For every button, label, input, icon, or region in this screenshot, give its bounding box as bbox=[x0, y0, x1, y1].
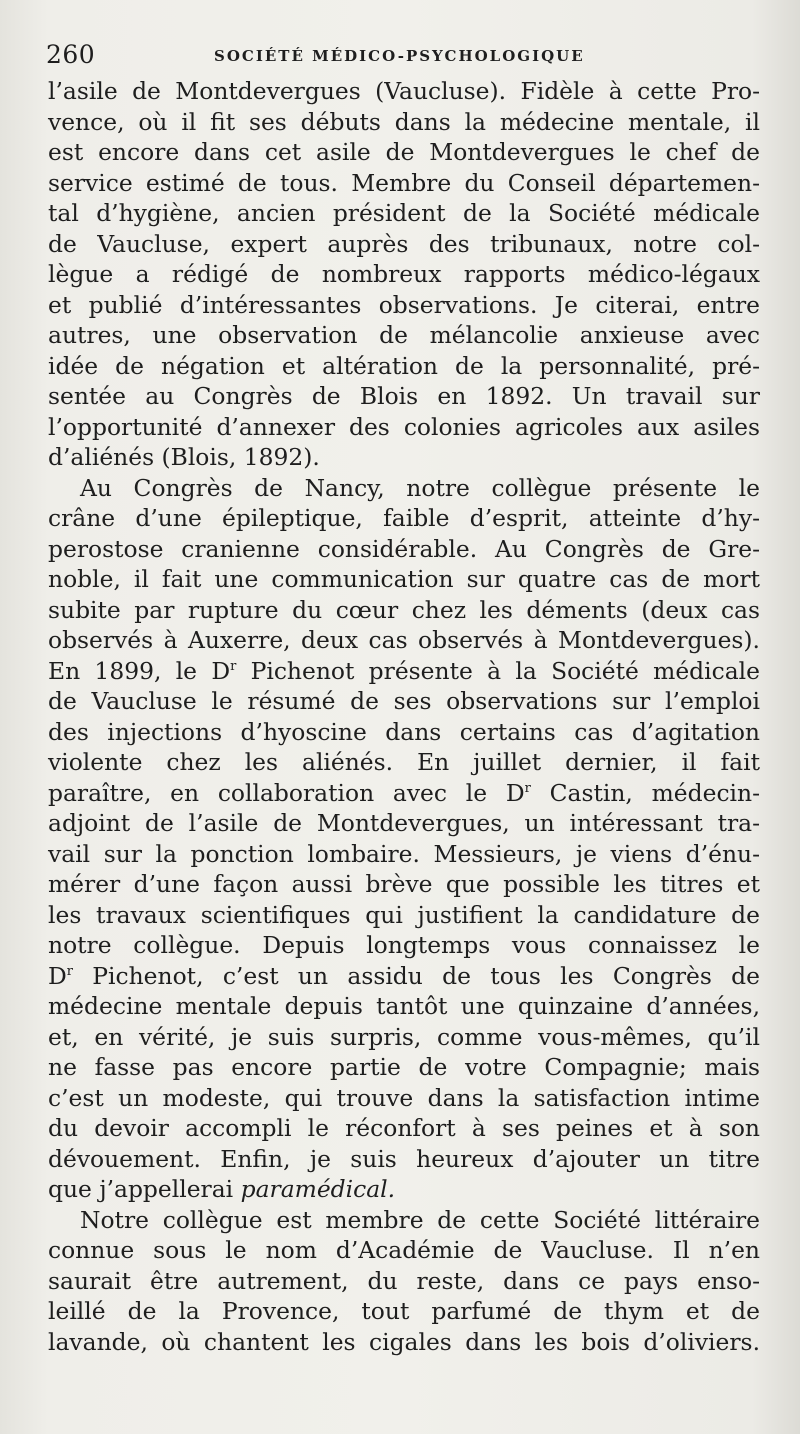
text-line bbox=[48, 961, 760, 992]
text-line: lavande, où chantent les cigales dans les bois d’oliviers. bbox=[48, 1327, 760, 1356]
text-line: idée de négation et altération de la personnalité, pré- bbox=[48, 351, 760, 380]
text-run: D bbox=[48, 961, 67, 990]
text-run: paraître, en collaboration avec le D bbox=[48, 778, 525, 807]
text-run: Pichenot présente à la Société médicale bbox=[236, 656, 760, 685]
text-line: connue sous le nom d’Académie de Vaucluse. Il n’en bbox=[48, 1236, 760, 1264]
text-line: du devoir accompli le réconfort à ses peines et à son bbox=[48, 1114, 760, 1142]
text-line: d’aliénés (Blois, 1892). bbox=[48, 443, 320, 471]
text-line: de Vaucluse, expert auprès des tribunaux, notre col- bbox=[48, 229, 760, 258]
text-line: service estimé de tous. Membre du Conseil départemen- bbox=[48, 168, 760, 197]
text-line: perostose cranienne considérable. Au Congrès de Gre- bbox=[48, 534, 760, 563]
superscript: r bbox=[524, 780, 531, 796]
text-line: et publié d’intéressantes observations. Je citerai, entre bbox=[48, 290, 760, 319]
superscript: r bbox=[66, 963, 73, 979]
text-line bbox=[48, 656, 760, 687]
text-line: et, en vérité, je suis surpris, comme vous-mêmes, qu’il bbox=[48, 1022, 760, 1051]
text-line: ne fasse pas encore partie de votre Compagnie; mais bbox=[48, 1053, 760, 1081]
text-line: des injections d’hyoscine dans certains cas d’agitation bbox=[48, 717, 760, 746]
text-line: dévouement. Enfin, je suis heureux d’ajouter un titre bbox=[48, 1144, 760, 1173]
italic-term: paramédical. bbox=[240, 1175, 396, 1203]
text-line bbox=[48, 1174, 760, 1205]
text-run: En 1899, le D bbox=[48, 656, 231, 685]
text-line: noble, il fait une communication sur quatre cas de mort bbox=[48, 565, 760, 593]
text-line: observés à Auxerre, deux cas observés à Montdevergues). bbox=[48, 626, 760, 654]
text-line: l’opportunité d’annexer des colonies agricoles aux asiles bbox=[48, 412, 760, 441]
page-header bbox=[46, 40, 756, 70]
text-line: sentée au Congrès de Blois en 1892. Un travail sur bbox=[48, 382, 760, 410]
text-line: crâne d’une épileptique, faible d’esprit, atteinte d’hy- bbox=[48, 504, 760, 532]
text-line: subite par rupture du cœur chez les déments (deux cas bbox=[48, 595, 760, 624]
text-line: violente chez les aliénés. En juillet dernier, il fait bbox=[48, 748, 760, 776]
text-run: que j’appellerai bbox=[48, 1175, 241, 1203]
text-line: vail sur la ponction lombaire. Messieurs, je viens d’énu- bbox=[48, 839, 760, 868]
text-line: les travaux scientifiques qui justifient la candidature de bbox=[48, 900, 760, 929]
text-line: autres, une observation de mélancolie anxieuse avec bbox=[48, 321, 760, 349]
text-line bbox=[48, 778, 760, 809]
text-line: leillé de la Provence, tout parfumé de thym et de bbox=[48, 1297, 760, 1325]
text-line: mérer d’une façon aussi brève que possible les titres et bbox=[48, 870, 760, 898]
text-line: l’asile de Montdevergues (Vaucluse). Fidèle à cette Pro- bbox=[48, 77, 760, 105]
text-line: de Vaucluse le résumé de ses observations sur l’emploi bbox=[48, 687, 760, 715]
text-line: notre collègue. Depuis longtemps vous connaissez le bbox=[48, 931, 760, 959]
superscript: r bbox=[230, 658, 237, 674]
text-line: est encore dans cet asile de Montdevergues le chef de bbox=[48, 138, 760, 166]
text-line: vence, où il fit ses débuts dans la médecine mentale, il bbox=[48, 107, 760, 136]
page-number: 260 bbox=[46, 40, 96, 69]
text-line: médecine mentale depuis tantôt une quinzaine d’années, bbox=[48, 992, 760, 1020]
paragraph-first-line: Au Congrès de Nancy, notre collègue présente le bbox=[80, 473, 760, 502]
text-line: saurait être autrement, du reste, dans ce pays enso- bbox=[48, 1266, 760, 1295]
text-line: adjoint de l’asile de Montdevergues, un intéressant tra- bbox=[48, 809, 760, 837]
paragraph-first-line: Notre collègue est membre de cette Société littéraire bbox=[80, 1205, 760, 1234]
text-line: c’est un modeste, qui trouve dans la satisfaction intime bbox=[48, 1083, 760, 1112]
body-text bbox=[48, 76, 760, 1357]
text-line: lègue a rédigé de nombreux rapports médico-légaux bbox=[48, 260, 760, 288]
text-run: Pichenot, c’est un assidu de tous les Congrès de bbox=[72, 961, 760, 990]
text-run: Castin, médecin- bbox=[530, 778, 760, 807]
running-head: SOCIÉTÉ MÉDICO-PSYCHOLOGIQUE bbox=[214, 47, 585, 65]
text-line: tal d’hygiène, ancien président de la Société médicale bbox=[48, 199, 760, 227]
